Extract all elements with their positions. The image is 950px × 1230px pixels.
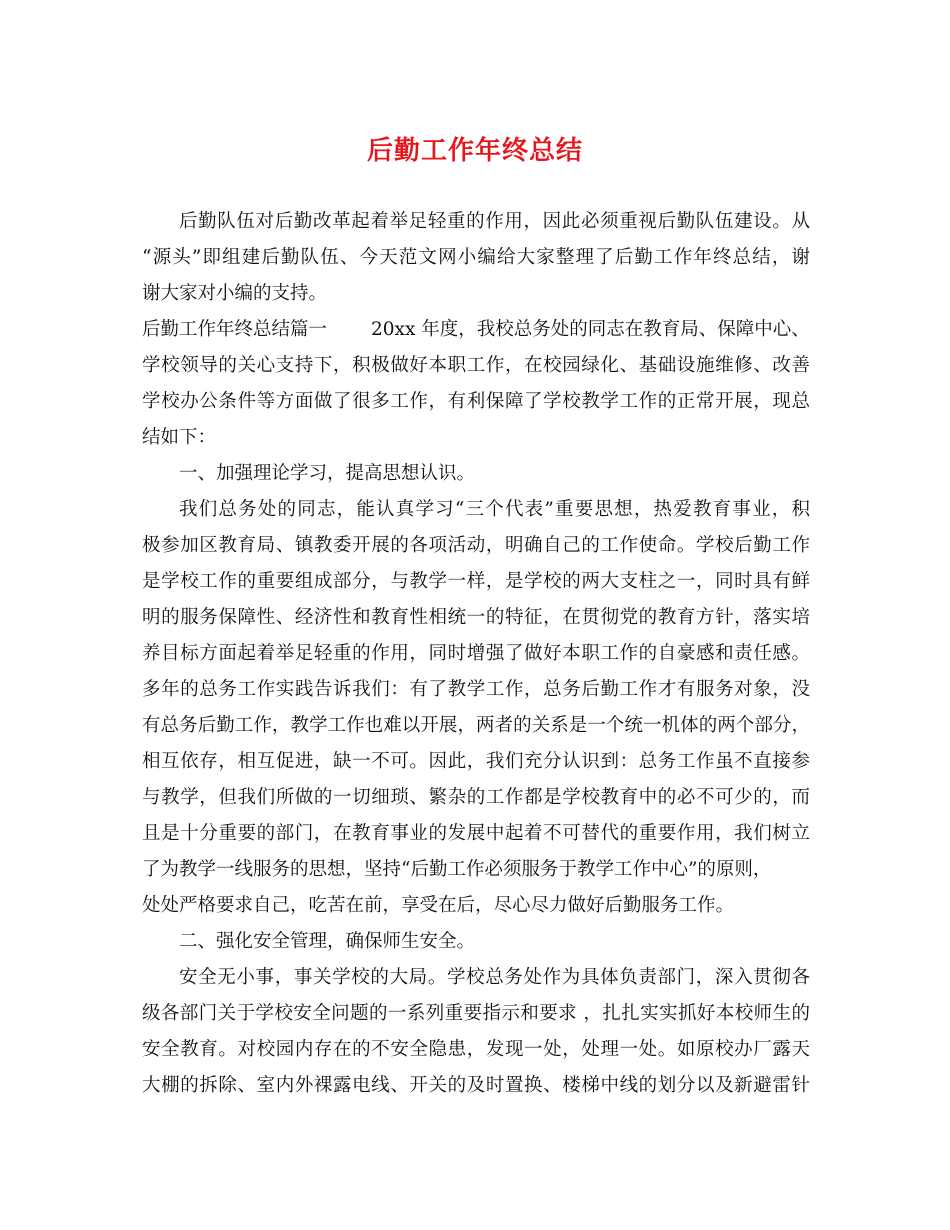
section-label: 后勤工作年终总结篇一 <box>142 319 328 340</box>
body-line: “源头”即组建后勤队伍、今天范文网小编给大家整理了后勤工作年终总结，谢 <box>142 247 810 268</box>
body-line: 级各部门关于学校安全问题的一系列重要指示和要求 ，扎扎实实抓好本校师生的 <box>142 1003 810 1024</box>
section-heading: 二、强化安全管理，确保师生安全。 <box>179 931 476 952</box>
section-heading: 一、加强理论学习，提高思想认识。 <box>179 463 476 484</box>
body-line: 极参加区教育局、镇教委开展的各项活动，明确自己的工作使命。学校后勤工作 <box>142 535 810 556</box>
body-line: 后勤队伍对后勤改革起着举足轻重的作用，因此必须重视后勤队伍建设。从 <box>179 211 810 232</box>
body-line-section-heading <box>142 312 810 348</box>
body-line: 了为教学一线服务的思想，坚持“后勤工作必须服务于教学工作中心”的原则， <box>142 859 772 880</box>
body-line: 结如下： <box>142 427 217 448</box>
body-line: 多年的总务工作实践告诉我们：有了教学工作，总务后勤工作才有服务对象，没 <box>142 679 810 700</box>
body-line: 且是十分重要的部门，在教育事业的发展中起着不可替代的重要作用，我们树立 <box>142 823 810 844</box>
body-line: 有总务后勤工作，教学工作也难以开展，两者的关系是一个统一机体的两个部分， <box>142 715 810 736</box>
body-line: 学校领导的关心支持下，积极做好本职工作，在校园绿化、基础设施维修、改善 <box>142 355 810 376</box>
body-line: 安全无小事，事关学校的大局。学校总务处作为具体负责部门，深入贯彻各 <box>179 967 810 988</box>
body-line: 大棚的拆除、室内外裸露电线、开关的及时置换、楼梯中线的划分以及新避雷针 <box>142 1075 810 1096</box>
body-line: 养目标方面起着举足轻重的作用，同时增强了做好本职工作的自豪感和责任感。 <box>142 643 810 664</box>
body-line: 我们总务处的同志，能认真学习“三个代表”重要思想，热爱教育事业，积 <box>179 499 810 520</box>
body-line: 与教学，但我们所做的一切细琐、繁杂的工作都是学校教育中的必不可少的，而 <box>142 787 810 808</box>
body-line: 相互依存，相互促进，缺一不可。因此，我们充分认识到：总务工作虽不直接参 <box>142 751 810 772</box>
body-line: 是学校工作的重要组成部分，与教学一样，是学校的两大支柱之一，同时具有鲜 <box>142 571 810 592</box>
body-line: 学校办公条件等方面做了很多工作，有利保障了学校教学工作的正常开展，现总 <box>142 391 810 412</box>
document-title: 后勤工作年终总结 <box>366 136 583 166</box>
body-line: 谢大家对小编的支持。 <box>142 283 328 304</box>
section-intro: 20xx 年度，我校总务处的同志在教育局、保障中心、 <box>371 319 810 340</box>
document-body <box>142 204 810 1104</box>
body-line: 安全教育。对校园内存在的不安全隐患，发现一处，处理一处。如原校办厂露天 <box>142 1039 810 1060</box>
body-line: 处处严格要求自己，吃苦在前，享受在后，尽心尽力做好后勤服务工作。 <box>142 895 735 916</box>
body-line: 明的服务保障性、经济性和教育性相统一的特征，在贯彻党的教育方针，落实培 <box>142 607 810 628</box>
